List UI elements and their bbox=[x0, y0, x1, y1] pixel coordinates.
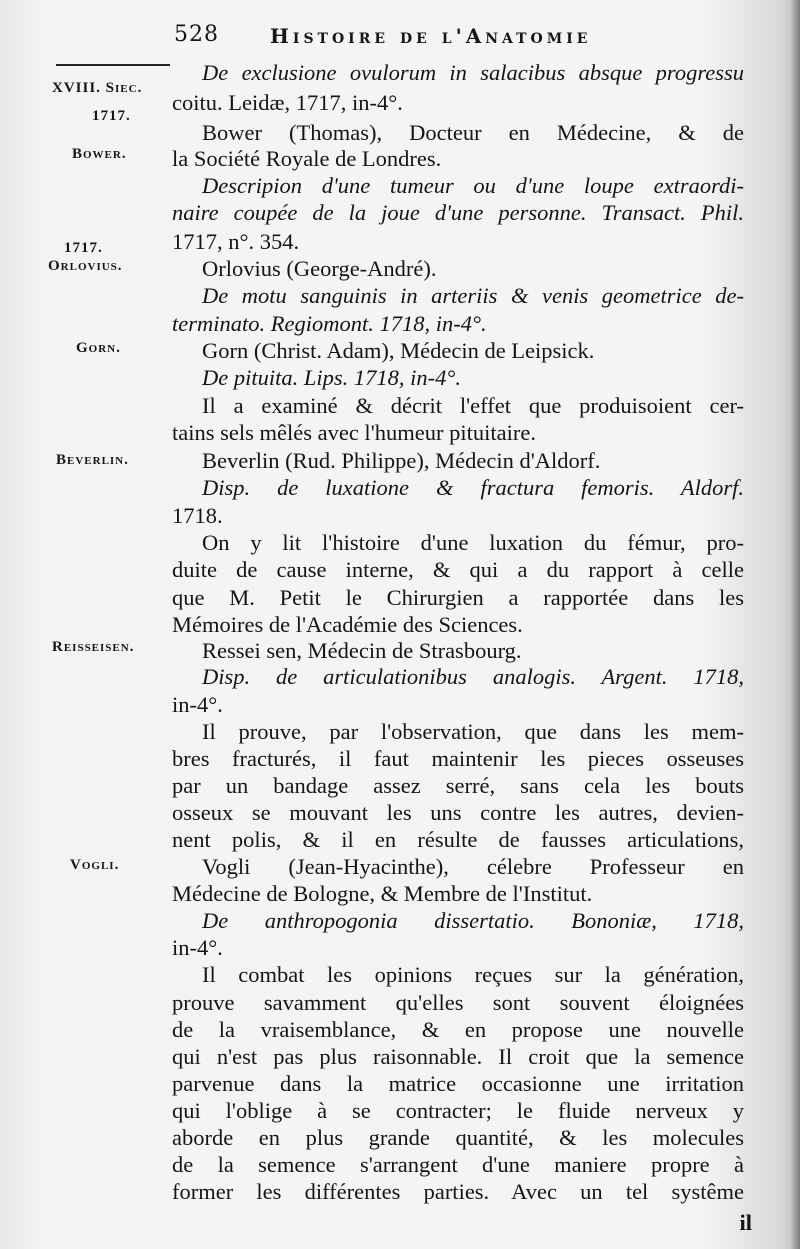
text-line: in-4°. bbox=[172, 935, 223, 960]
text-line: par un bandage assez serré, sans cela les bouts bbox=[172, 773, 744, 798]
margin-note-year: 1717. bbox=[64, 240, 103, 256]
text-line: Il prouve, par l'observation, que dans les mem- bbox=[202, 719, 744, 744]
text-line: coitu. Leidæ, 1717, in-4°. bbox=[172, 90, 403, 115]
text-line: Il combat les opinions reçues sur la génération, bbox=[202, 962, 744, 987]
text-line: Ressei sen, Médecin de Strasbourg. bbox=[202, 638, 522, 663]
text-line: terminato. Regiomont. 1718, in-4°. bbox=[172, 311, 487, 336]
text-line: aborde en plus grande quantité, & les molecules bbox=[172, 1125, 744, 1150]
text-line: qui l'oblige à se contracter; le fluide nerveux y bbox=[172, 1098, 744, 1123]
running-title: Histoire de l'Anatomie bbox=[270, 24, 592, 48]
text-line: naire coupée de la joue d'une personne. Transact. Phil. bbox=[172, 200, 744, 225]
text-line: Beverlin (Rud. Philippe), Médecin d'Aldorf. bbox=[202, 448, 601, 473]
text-line: former les différentes parties. Avec un tel systême bbox=[172, 1179, 744, 1204]
text-line: Gorn (Christ. Adam), Médecin de Leipsick. bbox=[202, 338, 595, 363]
text-line: 1717, n°. 354. bbox=[172, 229, 300, 254]
text-line: osseux se mouvant les uns contre les autres, devien- bbox=[172, 800, 744, 825]
text-line: On y lit l'histoire d'une luxation du fémur, pro- bbox=[202, 530, 744, 555]
page-header bbox=[0, 18, 800, 54]
margin-note-author: Vogli. bbox=[70, 857, 120, 873]
text-line: prouve savamment qu'elles sont souvent éloignées bbox=[172, 990, 744, 1015]
text-line: Disp. de luxatione & fractura femoris. Aldorf. bbox=[202, 475, 744, 500]
text-line: Orlovius (George-André). bbox=[202, 256, 437, 281]
text-line: bres fracturés, il faut maintenir les pieces osseuses bbox=[172, 746, 744, 771]
text-line: Disp. de articulationibus analogis. Argent. 1718, bbox=[202, 664, 744, 689]
text-line: que M. Petit le Chirurgien a rapportée dans les bbox=[172, 585, 744, 610]
text-line: tains sels mêlés avec l'humeur pituitaire. bbox=[172, 420, 536, 445]
margin-note-year: 1717. bbox=[92, 108, 131, 124]
text-line: De pituita. Lips. 1718, in-4°. bbox=[202, 365, 462, 390]
text-line: parvenue dans la matrice occasionne une irritation bbox=[172, 1071, 744, 1096]
text-line: Descripion d'une tumeur ou d'une loupe extraordi- bbox=[202, 173, 744, 198]
text-line: duite de cause interne, & qui a du rapport à celle bbox=[172, 557, 744, 582]
margin-note-author: Orlovius. bbox=[48, 258, 123, 274]
text-line: in-4°. bbox=[172, 692, 223, 717]
text-line: Vogli (Jean-Hyacinthe), célebre Professeur en bbox=[202, 854, 744, 879]
margin-note-author: Gorn. bbox=[76, 340, 121, 356]
page-number: 528 bbox=[174, 22, 219, 47]
text-line: de la semence s'arrangent d'une maniere propre à bbox=[172, 1152, 744, 1177]
text-line: nent polis, & il en résulte de fausses articulations, bbox=[172, 827, 744, 852]
margin-note-author: Reisseisen. bbox=[52, 639, 135, 655]
text-line: la Société Royale de Londres. bbox=[172, 146, 442, 171]
margin-note-author: Beverlin. bbox=[56, 452, 129, 468]
text-line: 1718. bbox=[172, 503, 223, 528]
margin-rule bbox=[56, 64, 170, 66]
text-line: De exclusione ovulorum in salacibus absque progressu bbox=[202, 60, 744, 85]
catchword: il bbox=[739, 1210, 752, 1235]
text-line: Mémoires de l'Académie des Sciences. bbox=[172, 612, 523, 637]
text-line: De motu sanguinis in arteriis & venis geometrice de- bbox=[202, 283, 744, 308]
margin-note-century: XVIII. Siec. bbox=[52, 80, 143, 96]
text-line: Médecine de Bologne, & Membre de l'Institut. bbox=[172, 881, 593, 906]
margin-note-author: Bower. bbox=[72, 146, 127, 162]
page-edge-shadow bbox=[790, 0, 800, 1249]
text-line: qui n'est pas plus raisonnable. Il croit que la semence bbox=[172, 1044, 744, 1069]
text-line: Il a examiné & décrit l'effet que produisoient cer- bbox=[202, 393, 744, 418]
text-line: Bower (Thomas), Docteur en Médecine, & de bbox=[202, 120, 744, 145]
text-line: De anthropogonia dissertatio. Bononiæ, 1718, bbox=[202, 908, 744, 933]
text-line: de la vraisemblance, & en propose une nouvelle bbox=[172, 1017, 744, 1042]
